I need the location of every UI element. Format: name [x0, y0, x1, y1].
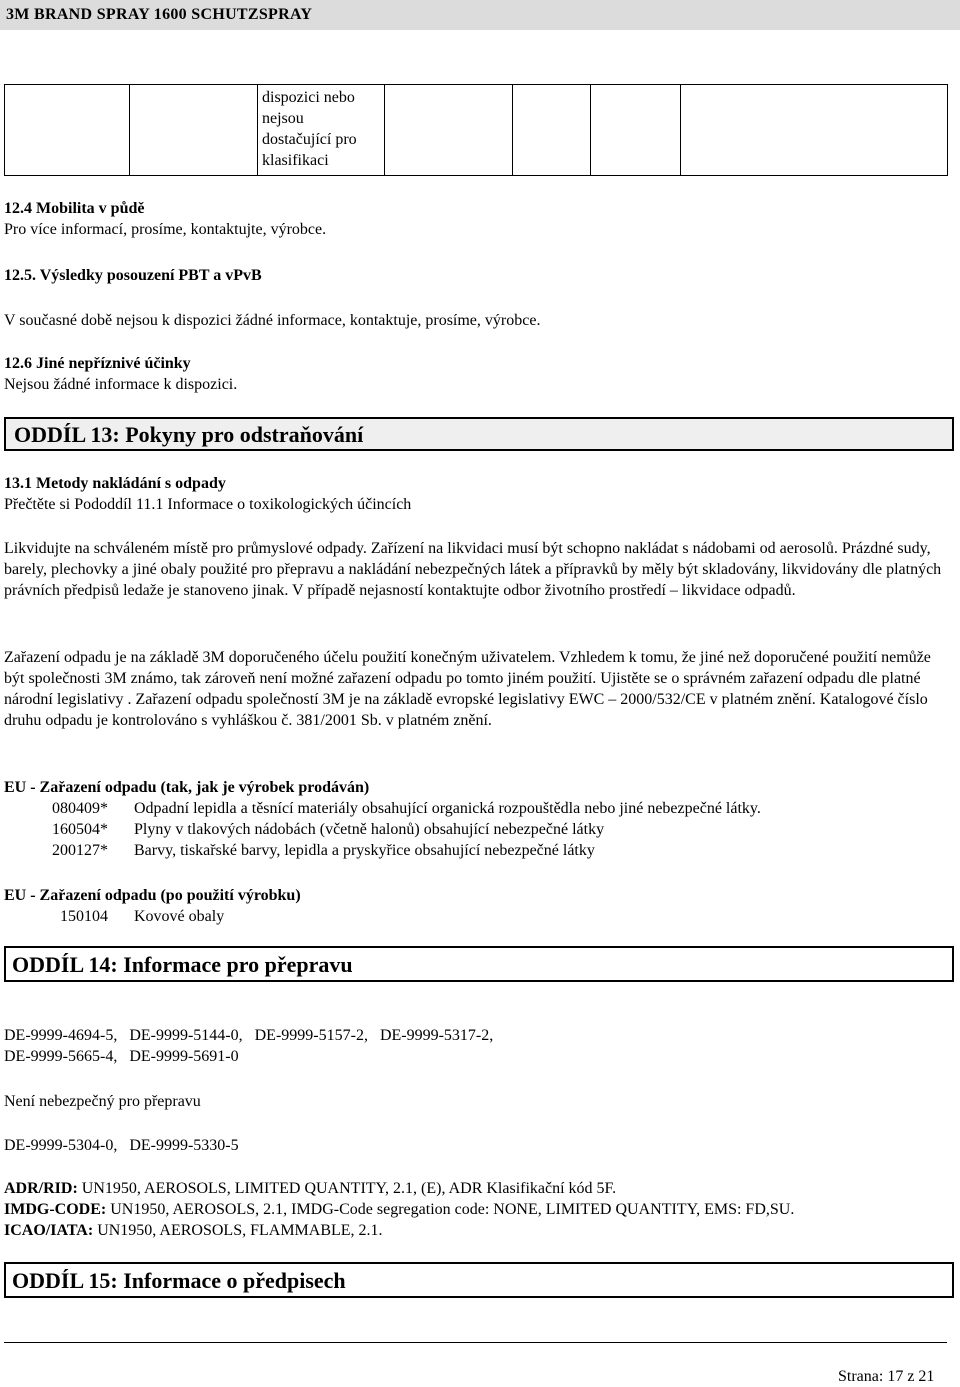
section-15-title: ODDÍL 15: Informace o předpisech [12, 1268, 346, 1293]
section-12-5-heading: 12.5. Výsledky posouzení PBT a vPvB [4, 267, 262, 284]
waste-description: Kovové obaly [134, 908, 225, 925]
list-item [4, 798, 761, 819]
cell-line: klasifikaci [262, 152, 329, 169]
section-13-box [4, 417, 954, 451]
imdg-line [4, 1199, 794, 1220]
waste-code: 150104 [60, 908, 108, 925]
imdg-label: IMDG-CODE: [4, 1201, 107, 1218]
table-cell [385, 85, 513, 176]
table-cell [5, 85, 130, 176]
continued-table [4, 84, 948, 176]
section-13-title: ODDÍL 13: Pokyny pro odstraňování [14, 422, 364, 447]
waste-classification-paragraph: Zařazení odpadu je na základě 3M doporučeného účelu použití konečným uživatelem. Vzhledem k tomu, že jiné než doporučené použití nemůže být společnosti 3M známo, tak zároveň není možné zařazení odpadu po tomto jiném použití. Ujistěte se o správném zařazení odpadu dle platné národní legislativy . Zařazení odpadu společností 3M je na základě evropské legislativy EWC – 2000/532/CE v platném znění. Katalogové číslo druhu odpadu je kontrolováno s vyhláškou č. 381/2001 Sb. v platném znění. [4, 649, 931, 729]
document-title: 3M BRAND SPRAY 1600 SCHUTZSPRAY [6, 6, 313, 23]
list-item [4, 819, 761, 840]
eu-waste-used-heading: EU - Zařazení odpadu (po použití výrobku) [4, 887, 301, 904]
cell-line: nejsou [262, 110, 304, 127]
table-cell [591, 85, 681, 176]
footer-divider [4, 1342, 947, 1343]
adr-rid-label: ADR/RID: [4, 1180, 78, 1197]
eu-waste-sold-heading: EU - Zařazení odpadu (tak, jak je výrobek prodáván) [4, 779, 370, 796]
section-15-box [4, 1262, 954, 1298]
list-item [4, 840, 761, 861]
not-dangerous-text: Není nebezpečný pro přepravu [4, 1093, 201, 1110]
icao-iata-value: UN1950, AEROSOLS, FLAMMABLE, 2.1. [93, 1222, 383, 1239]
section-12-6-heading: 12.6 Jiné nepříznivé účinky [4, 355, 191, 372]
eu-waste-used-list [4, 906, 224, 927]
disposal-paragraph: Likvidujte na schváleném místě pro průmyslové odpady. Zařízení na likvidaci musí být schopno nakládat s nádobami od aerosolů. Prázdné sudy, barely, plechovky a jiné obaly použité pro přepravu a nakládání nebezpečných látek a přípravků by měly být skladovány, likvidovány dle platných právních předpisů ledaže je stanoveno jinak. V případě nejasností kontaktujte odbor životního prostředí – likvidace odpadů. [4, 540, 942, 599]
imdg-value: UN1950, AEROSOLS, 2.1, IMDG-Code segregation code: NONE, LIMITED QUANTITY, EMS: FD,SU. [106, 1201, 795, 1218]
waste-description: Odpadní lepidla a těsnící materiály obsahující organická rozpouštědla nebo jiné nebezpečné látky. [134, 800, 761, 817]
section-14-title: ODDÍL 14: Informace pro přepravu [12, 952, 353, 977]
transport-codes-line: DE-9999-5304-0, DE-9999-5330-5 [4, 1137, 239, 1154]
transport-codes-line: DE-9999-4694-5, DE-9999-5144-0, DE-9999-5157-2, DE-9999-5317-2, [4, 1027, 494, 1044]
adr-rid-line [4, 1178, 616, 1199]
transport-codes-line: DE-9999-5665-4, DE-9999-5691-0 [4, 1048, 239, 1065]
section-12-5-text: V současné době nejsou k dispozici žádné informace, kontaktuje, prosíme, výrobce. [4, 312, 541, 329]
section-14-box [4, 946, 954, 982]
section-13-1-heading: 13.1 Metody nakládání s odpady [4, 475, 226, 492]
page-number: Strana: 17 z 21 [838, 1368, 935, 1385]
waste-description: Plyny v tlakových nádobách (včetně halonů) obsahující nebezpečné látky [134, 821, 605, 838]
section-12-4-heading: 12.4 Mobilita v půdě [4, 200, 145, 217]
eu-waste-sold-list [4, 798, 761, 861]
cell-line: dispozici nebo [262, 89, 355, 106]
waste-code: 160504* [52, 821, 108, 838]
table-cell [258, 85, 385, 176]
waste-description: Barvy, tiskařské barvy, lepidla a pryskyřice obsahující nebezpečné látky [134, 842, 595, 859]
section-13-1-text: Přečtěte si Pododdíl 11.1 Informace o toxikologických účincích [4, 496, 412, 513]
waste-code: 200127* [52, 842, 108, 859]
table-cell [681, 85, 948, 176]
table-cell [130, 85, 258, 176]
icao-iata-label: ICAO/IATA: [4, 1222, 94, 1239]
icao-iata-line [4, 1220, 383, 1241]
table-cell [513, 85, 591, 176]
adr-rid-value: UN1950, AEROSOLS, LIMITED QUANTITY, 2.1, (E), ADR Klasifikační kód 5F. [77, 1180, 617, 1197]
waste-code: 080409* [52, 800, 108, 817]
section-12-4-text: Pro více informací, prosíme, kontaktujte, výrobce. [4, 221, 327, 238]
cell-line: dostačující pro [262, 131, 357, 148]
list-item [4, 906, 224, 927]
section-12-6-text: Nejsou žádné informace k dispozici. [4, 376, 238, 393]
